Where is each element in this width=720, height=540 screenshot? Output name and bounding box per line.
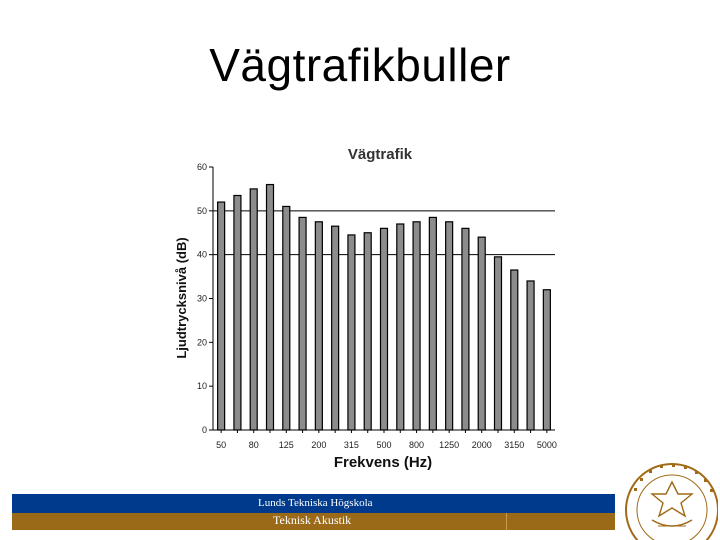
bar bbox=[315, 222, 322, 430]
y-tick-label: 10 bbox=[196, 381, 207, 392]
bar bbox=[299, 217, 306, 430]
footer-department: Teknisk Akustik bbox=[273, 513, 352, 527]
y-tick-label: 40 bbox=[196, 249, 207, 260]
slide-title: Vägtrafikbuller bbox=[209, 39, 511, 91]
x-tick-label: 1250 bbox=[439, 440, 460, 450]
y-tick-label: 50 bbox=[196, 205, 207, 216]
x-tick-label: 315 bbox=[343, 440, 359, 450]
bar bbox=[397, 224, 404, 430]
bar bbox=[364, 233, 371, 430]
bar bbox=[381, 228, 388, 430]
bar bbox=[348, 235, 355, 430]
bar bbox=[250, 189, 257, 430]
x-tick-label: 5000 bbox=[536, 440, 557, 450]
bar bbox=[543, 290, 550, 430]
x-tick-label: 80 bbox=[248, 440, 259, 450]
y-tick-label: 20 bbox=[196, 337, 207, 348]
x-tick-label: 800 bbox=[409, 440, 425, 450]
y-tick-label: 60 bbox=[196, 162, 207, 172]
x-axis-label: Frekvens (Hz) bbox=[333, 454, 433, 471]
y-tick-label: 0 bbox=[201, 425, 207, 435]
bar bbox=[495, 257, 502, 430]
footer-separator bbox=[506, 513, 507, 530]
bar bbox=[218, 202, 225, 430]
x-tick-label: 125 bbox=[278, 440, 294, 450]
x-tick-label: 2000 bbox=[471, 440, 492, 450]
bar bbox=[446, 222, 453, 430]
x-tick-label: 3150 bbox=[504, 440, 525, 450]
bar bbox=[267, 185, 274, 430]
university-seal-icon bbox=[620, 458, 718, 540]
bar bbox=[478, 237, 485, 430]
bar bbox=[511, 270, 518, 430]
chart-title: Vägtrafik bbox=[347, 146, 413, 163]
footer-school-name: Lunds Tekniska Högskola bbox=[258, 497, 373, 509]
bar bbox=[332, 226, 339, 430]
bar bbox=[527, 281, 534, 430]
bar bbox=[283, 206, 290, 430]
x-tick-label: 500 bbox=[376, 440, 392, 450]
bar bbox=[413, 222, 420, 430]
y-axis-label: Ljudtrycksnivå (dB) bbox=[174, 237, 189, 359]
bar bbox=[462, 228, 469, 430]
y-tick-label: 30 bbox=[196, 293, 207, 304]
x-tick-label: 50 bbox=[216, 440, 227, 450]
x-tick-label: 200 bbox=[311, 440, 327, 450]
bar bbox=[234, 195, 241, 430]
bar bbox=[429, 217, 436, 430]
